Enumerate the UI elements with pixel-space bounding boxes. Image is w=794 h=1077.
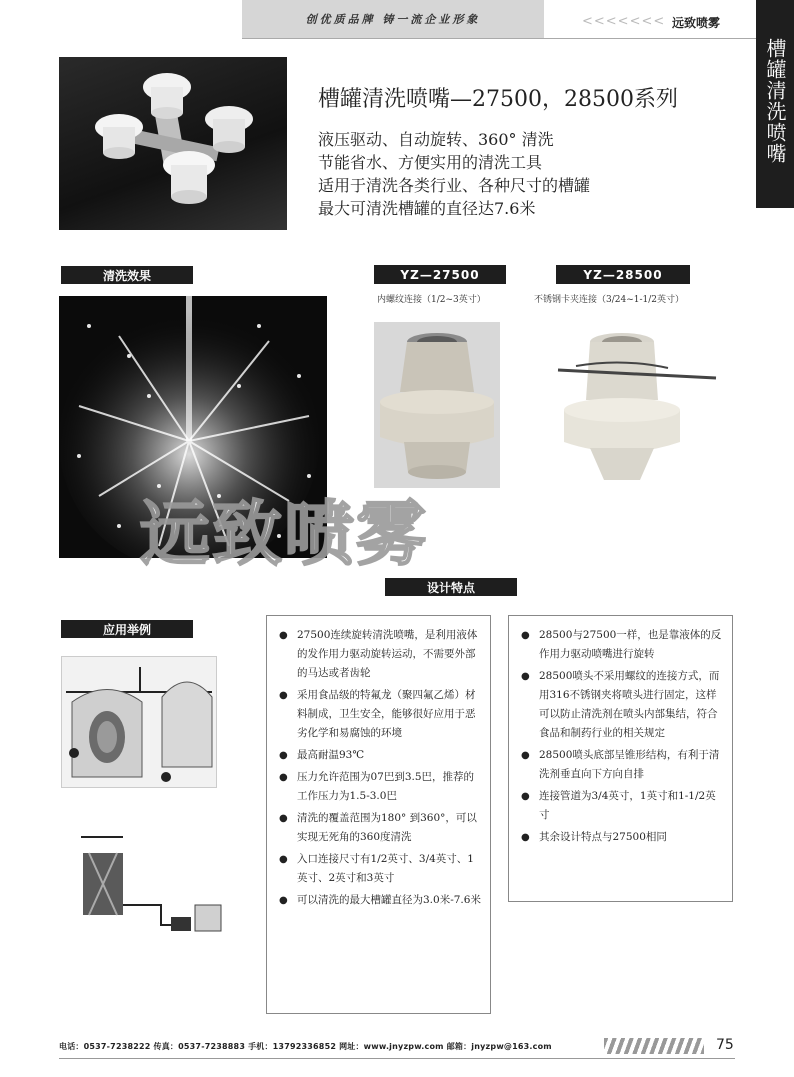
intro-line: 液压驱动、自动旋转、360° 清洗 <box>318 130 554 149</box>
feature-item: ● 其余设计特点与27500相同 <box>517 828 724 847</box>
features-box-right <box>508 615 733 902</box>
footer-divider <box>59 1058 735 1059</box>
side-tab <box>756 0 794 208</box>
model-label-28500: YZ—28500 <box>556 265 690 284</box>
page-number: 75 <box>716 1037 734 1053</box>
feature-item: ● 27500连续旋转清洗喷嘴，是利用液体的发作用力驱动旋转运动，不需要外部的马达或者齿轮 <box>275 626 482 683</box>
chevron-decoration: <<<<<<< <box>582 14 666 29</box>
product-intro <box>318 128 590 220</box>
header-divider <box>242 38 756 39</box>
intro-line: 最大可清洗槽罐的直径达7.6米 <box>318 199 536 218</box>
section-label-application: 应用举例 <box>61 620 193 638</box>
feature-item: ● 28500与27500一样，也是靠液体的反作用力驱动喷嘴进行旋转 <box>517 626 724 664</box>
intro-line: 适用于清洗各类行业、各种尺寸的槽罐 <box>318 176 591 195</box>
application-diagram-system <box>61 825 227 935</box>
feature-item: ● 最高耐温93℃ <box>275 746 482 765</box>
section-label-effect: 清洗效果 <box>61 266 193 284</box>
model-photo-28500 <box>556 330 724 494</box>
product-photo <box>59 57 287 230</box>
model-label-27500: YZ—27500 <box>374 265 506 284</box>
feature-item: ● 压力允许范围为07巴到3.5巴，推荐的工作压力为1.5-3.0巴 <box>275 768 482 806</box>
feature-item: ● 28500喷头底部呈锥形结构，有利于清洗剂垂直向下方向自排 <box>517 746 724 784</box>
feature-item: ● 可以清洗的最大槽罐直径为3.0米-7.6米 <box>275 891 482 910</box>
features-list-left <box>275 626 482 910</box>
model-photo-27500 <box>374 322 500 488</box>
model-desc-27500: 内螺纹连接（1/2~3英寸） <box>377 295 486 305</box>
features-box-left <box>266 615 491 1014</box>
section-label-design: 设计特点 <box>385 578 517 596</box>
features-list-right <box>517 626 724 847</box>
feature-item: ● 入口连接尺寸有1/2英寸、3/4英寸、1英寸、2英寸和3英寸 <box>275 850 482 888</box>
feature-item: ● 28500喷头不采用螺纹的连接方式，而用316不锈钢夹将喷头进行固定，这样可以防止清洗剂在喷头内部集结，符合食品和制药行业的相关规定 <box>517 667 724 743</box>
application-diagram-tanks <box>61 656 217 788</box>
brand-name: 远致喷雾 <box>672 16 721 30</box>
product-title: 槽罐清洗喷嘴—27500，28500系列 <box>318 87 678 112</box>
footer-stripes <box>604 1038 704 1054</box>
feature-item: ● 清洗的覆盖范围为180° 到360°，可以实现无死角的360度清洗 <box>275 809 482 847</box>
side-tab-label: 槽罐清洗喷嘴 <box>763 38 787 164</box>
watermark: 远致喷雾 <box>140 493 428 575</box>
feature-item: ● 采用食品级的特氟龙（聚四氟乙烯）材料制成，卫生安全，能够很好应用于恶劣化学和易腐蚀的环境 <box>275 686 482 743</box>
feature-item: ● 连接管道为3/4英寸，1英寸和1-1/2英寸 <box>517 787 724 825</box>
intro-line: 节能省水、方便实用的清洗工具 <box>318 153 543 172</box>
footer-contact: 电话：0537-7238222 传真：0537-7238883 手机：13792336852 网址：www.jnyzpw.com 邮箱：jnyzpw@163.com <box>59 1042 552 1051</box>
model-desc-28500: 不锈钢卡夹连接（3/24~1-1/2英寸） <box>534 295 685 305</box>
header-slogan: 创优质品牌 铸一流企业形象 <box>242 0 544 38</box>
